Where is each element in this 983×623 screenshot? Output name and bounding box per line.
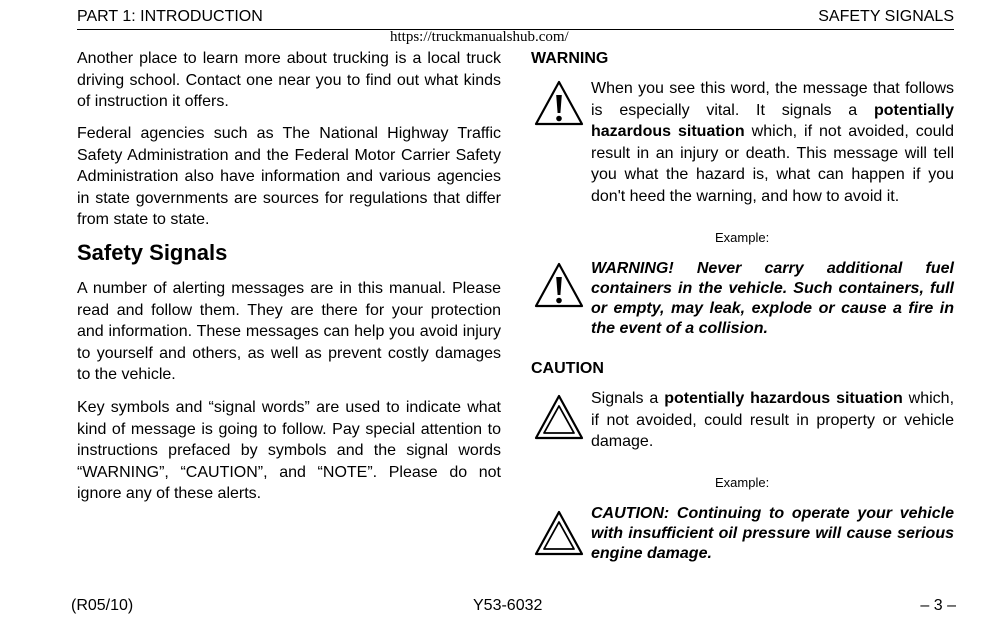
footer-document-number: Y53-6032 <box>473 597 543 614</box>
intro-paragraph-1: Another place to learn more about trucking is a local truck driving school. Contact one near you to find out what kinds of instruction it offers. <box>77 50 501 111</box>
warning-triangle-exclamation-icon <box>534 80 584 126</box>
caution-example-text: CAUTION: Continuing to operate your vehicle with insufficient oil pressure will cause serious engine damage. <box>591 505 954 562</box>
warning-heading: WARNING <box>531 50 609 67</box>
warning-example-text: WARNING! Never carry additional fuel containers in the vehicle. Such containers, full or empty, may leak, explode or cause a fire in the event of a collision. <box>591 260 954 337</box>
caution-description: Signals a potentially hazardous situation which, if not avoided, could result in property or vehicle damage. <box>591 390 955 451</box>
safety-paragraph-1: A number of alerting messages are in this manual. Please read and follow them. They are there for your protection and information. These messages can help you avoid injury to yourself and others, as well as prevent costly damages to the vehicle. <box>77 280 501 384</box>
footer-page-number: – 3 – <box>920 597 956 614</box>
intro-paragraph-2: Federal agencies such as The National Highway Traffic Safety Administration and the Federal Motor Carrier Safety Administration also have information and various agencies in state governments are sources for regulations that differ from state to state. <box>77 125 501 229</box>
caution-double-triangle-icon <box>534 394 584 440</box>
section-title: Safety Signals <box>77 240 228 265</box>
caution-heading: CAUTION <box>531 360 604 377</box>
safety-paragraph-2: Key symbols and “signal words” are used to indicate what kind of message is going to follow. Pay special attention to instructions prefaced by symbols and the signal words “WARNING”, “CAUTION”, and “NOTE”. Please do not ignore any of these alerts. <box>77 399 501 503</box>
warning-description: When you see this word, the message that follows is especially vital. It signals a potentially hazardous situation which, if not avoided, could result in an injury or death. This message will tell you what the hazard is, what can happen if you don't heed the warning, and how to avoid it. <box>591 80 955 205</box>
footer-revision: (R05/10) <box>71 597 134 614</box>
header-section-title: SAFETY SIGNALS <box>818 8 954 25</box>
source-url-watermark: https://truckmanualshub.com/ <box>390 29 569 45</box>
warning-example-triangle-icon <box>534 262 584 308</box>
warning-example-label: Example: <box>715 230 770 245</box>
header-part-title: PART 1: INTRODUCTION <box>77 8 263 25</box>
caution-example-label: Example: <box>715 475 770 490</box>
caution-example-triangle-icon <box>534 510 584 556</box>
